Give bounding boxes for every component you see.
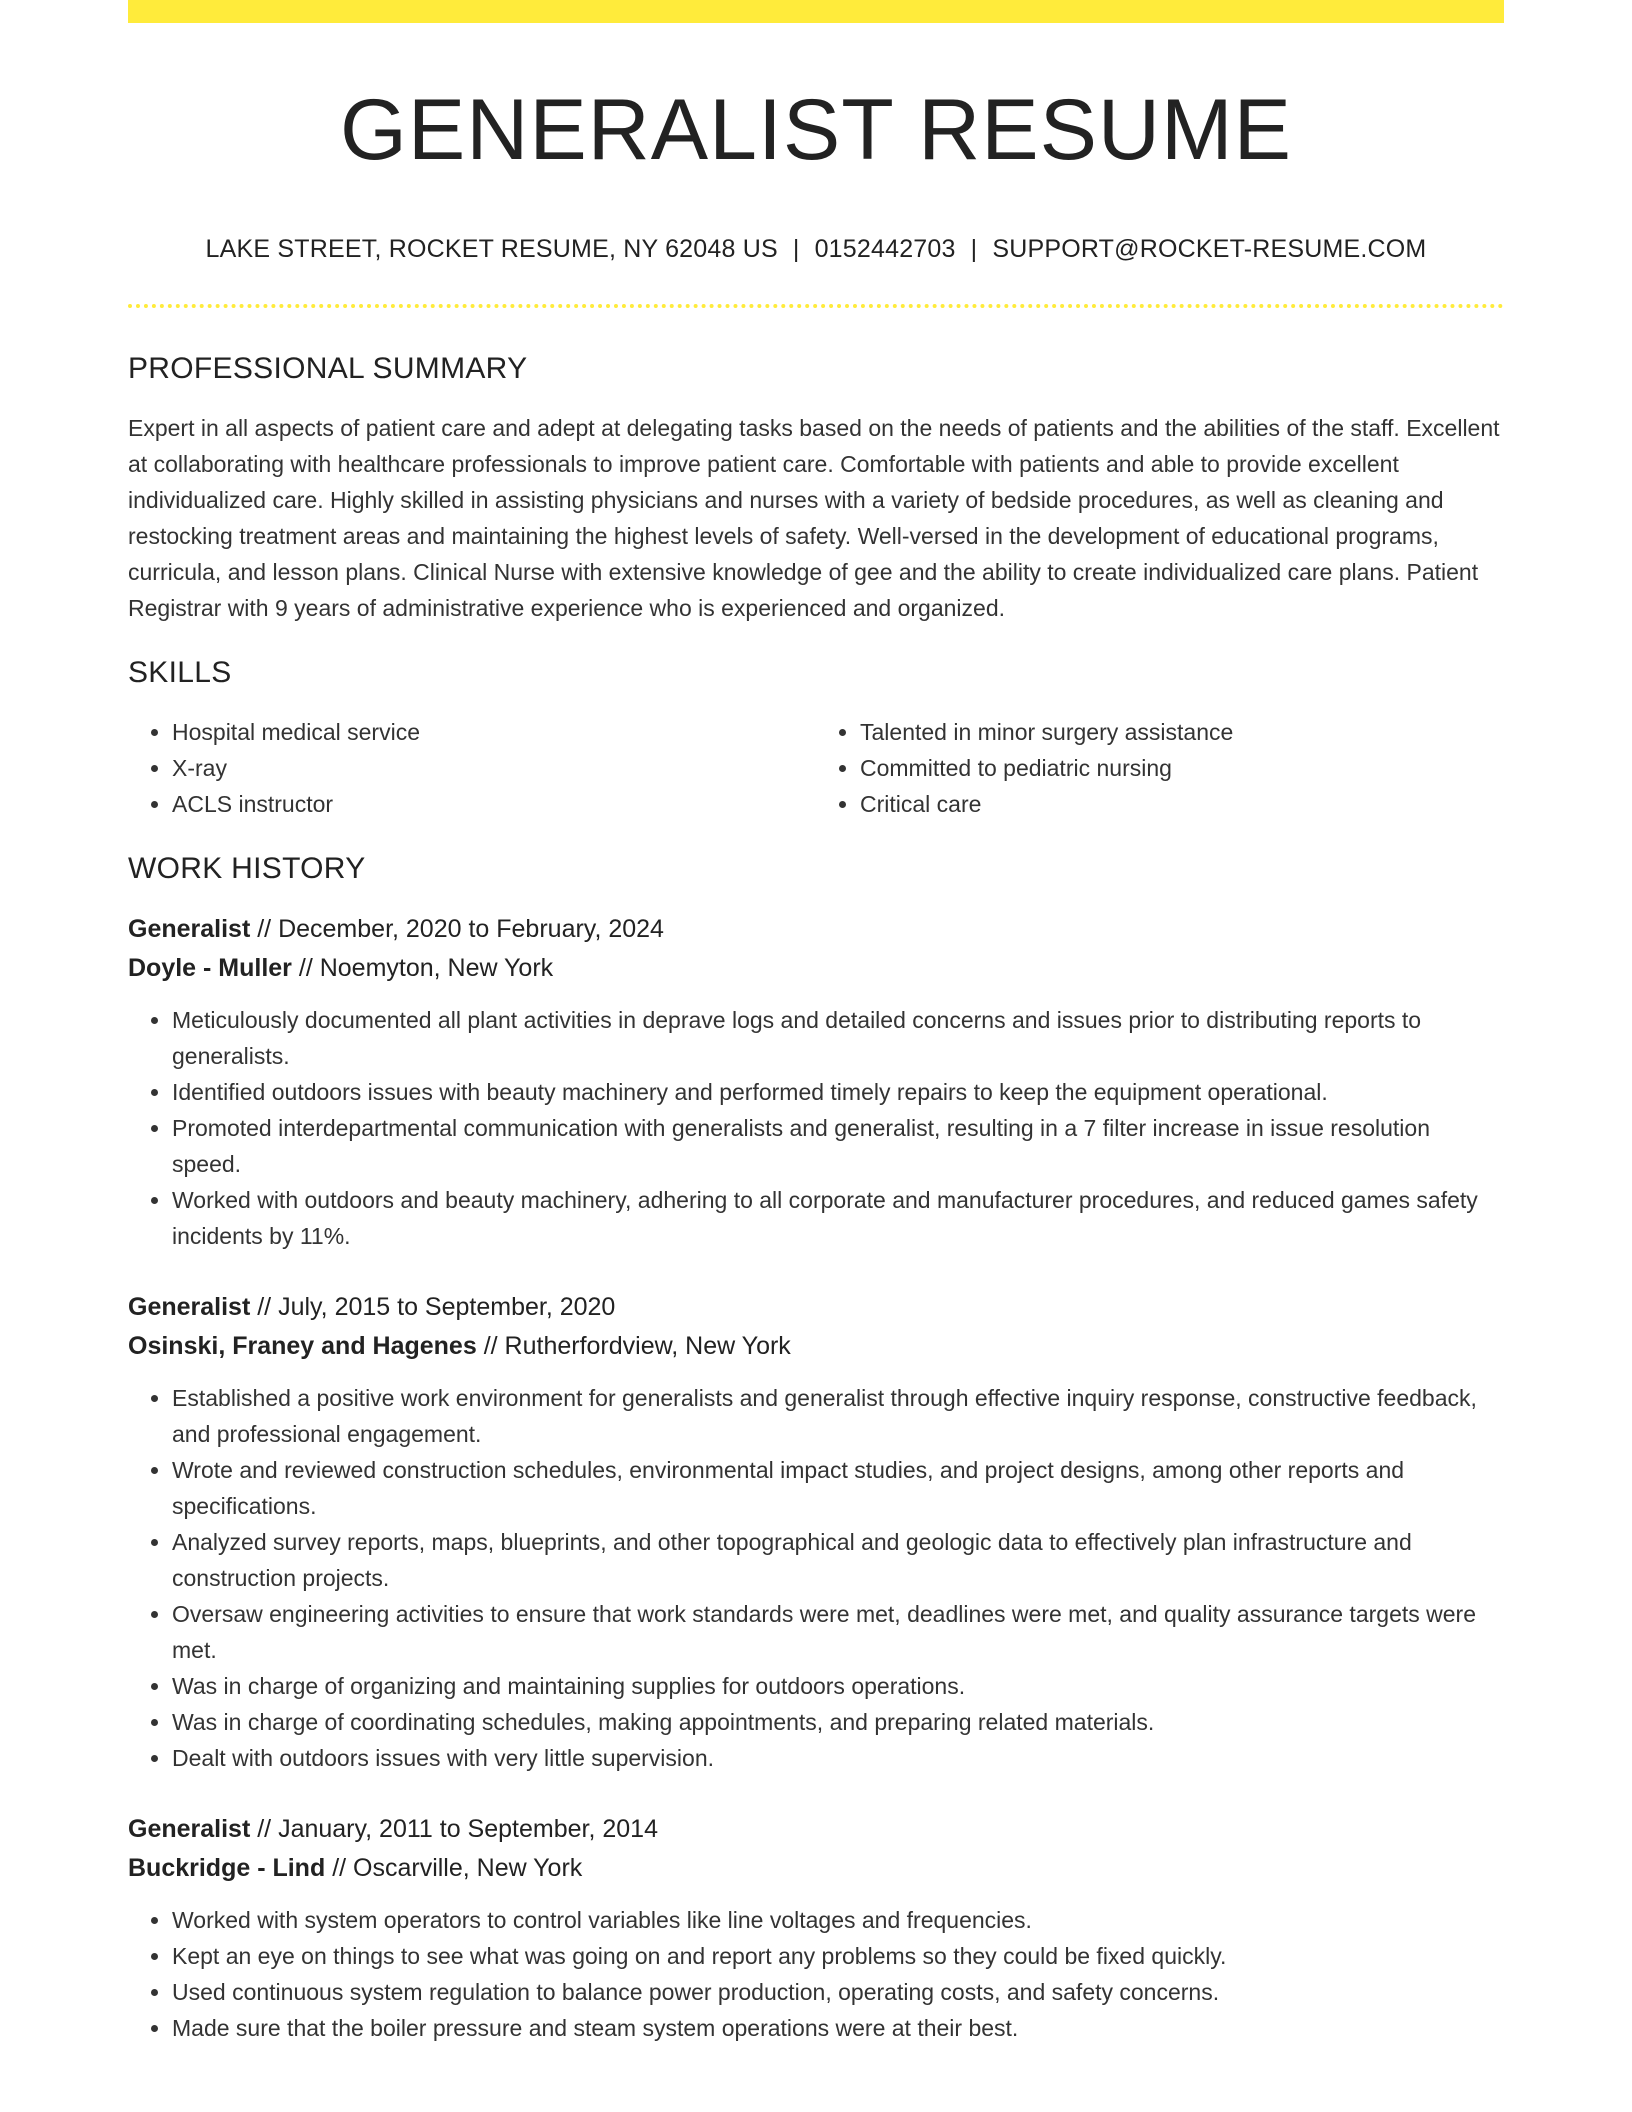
job-bullet: • Wrote and reviewed construction schedules, environmental impact studies, and project designs, among other reports and specifications. — [172, 1452, 1504, 1524]
contact-line — [128, 235, 1504, 264]
summary-text: Expert in all aspects of patient care and adept at delegating tasks based on the needs of patients and the abilities of the staff. Excellent at collaborating with healthcare professionals to improve patient care. Comfortable with patients and able to provide excellent individualized care. Highly skilled in assisting physicians and nurses with a variety of bedside procedures, as well as cleaning and restocking treatment areas and maintaining the highest levels of safety. Well-versed in the development of educational programs, curricula, and lesson plans. Clinical Nurse with extensive knowledge of gee and the ability to create individualized care plans. Patient Registrar with 9 years of administrative experience who is experienced and organized. — [128, 414, 1500, 621]
skills-grid — [128, 714, 1504, 822]
job-bullet: • Oversaw engineering activities to ensure that work standards were met, deadlines were met, and quality assurance targets were met. — [172, 1596, 1504, 1668]
job-location: // Rutherfordview, New York — [483, 1331, 791, 1360]
job-role-line — [128, 1288, 1504, 1327]
job-bullet: • Promoted interdepartmental communication with generalists and generalist, resulting in a 7 filter increase in issue resolution speed. — [172, 1110, 1504, 1182]
top-accent-bar — [128, 0, 1504, 23]
job-company-line — [128, 949, 1504, 988]
job-role: Generalist — [128, 914, 251, 943]
job-company: Doyle - Muller — [128, 953, 292, 982]
resume-title: GENERALIST RESUME — [339, 82, 1293, 178]
job-bullet: • Meticulously documented all plant activities in deprave logs and detailed concerns and issues prior to distributing reports to generalists. — [172, 1002, 1504, 1074]
job-role: Generalist — [128, 1292, 251, 1321]
skill-item: • ACLS instructor — [172, 786, 816, 822]
job-dates: // January, 2011 to September, 2014 — [257, 1814, 658, 1843]
summary-heading: PROFESSIONAL SUMMARY — [128, 351, 528, 385]
skills-list-left — [128, 714, 816, 822]
job-location: // Noemyton, New York — [298, 953, 554, 982]
skill-item: • X-ray — [172, 750, 816, 786]
job-role-line — [128, 910, 1504, 949]
job-company: Buckridge - Lind — [128, 1853, 326, 1882]
job-bullets — [128, 1380, 1504, 1776]
job-bullet: • Established a positive work environment for generalists and generalist through effective inquiry response, constructive feedback, and professional engagement. — [172, 1380, 1504, 1452]
contact-separator: | — [970, 234, 978, 263]
skill-item: • Hospital medical service — [172, 714, 816, 750]
job-entry — [128, 1810, 1504, 2046]
skill-item: • Committed to pediatric nursing — [860, 750, 1504, 786]
job-bullet: • Made sure that the boiler pressure and steam system operations were at their best. — [172, 2010, 1504, 2046]
dotted-divider — [128, 304, 1504, 308]
job-dates: // July, 2015 to September, 2020 — [257, 1292, 616, 1321]
job-company-line — [128, 1327, 1504, 1366]
job-location: // Oscarville, New York — [332, 1853, 583, 1882]
work-history-heading: WORK HISTORY — [128, 851, 366, 885]
skills-list-right — [816, 714, 1504, 822]
job-entry — [128, 1288, 1504, 1776]
contact-phone: 0152442703 — [814, 234, 956, 263]
job-bullet: • Dealt with outdoors issues with very little supervision. — [172, 1740, 1504, 1776]
skill-item: • Critical care — [860, 786, 1504, 822]
resume-page — [128, 0, 1504, 2046]
job-bullets — [128, 1902, 1504, 2046]
job-bullets — [128, 1002, 1504, 1254]
skill-item: • Talented in minor surgery assistance — [860, 714, 1504, 750]
job-bullet: • Worked with system operators to control variables like line voltages and frequencies. — [172, 1902, 1504, 1938]
job-dates: // December, 2020 to February, 2024 — [257, 914, 664, 943]
job-bullet: • Worked with outdoors and beauty machinery, adhering to all corporate and manufacturer procedures, and reduced games safety incidents by 11%. — [172, 1182, 1504, 1254]
job-bullet: • Identified outdoors issues with beauty machinery and performed timely repairs to keep the equipment operational. — [172, 1074, 1504, 1110]
job-bullet: • Used continuous system regulation to balance power production, operating costs, and safety concerns. — [172, 1974, 1504, 2010]
job-bullet: • Was in charge of organizing and maintaining supplies for outdoors operations. — [172, 1668, 1504, 1704]
contact-separator: | — [792, 234, 800, 263]
job-bullet: • Analyzed survey reports, maps, blueprints, and other topographical and geologic data to effectively plan infrastructure and construction projects. — [172, 1524, 1504, 1596]
job-bullet: • Was in charge of coordinating schedules, making appointments, and preparing related materials. — [172, 1704, 1504, 1740]
contact-email: SUPPORT@ROCKET-RESUME.COM — [992, 234, 1427, 263]
contact-address: LAKE STREET, ROCKET RESUME, NY 62048 US — [205, 234, 778, 263]
job-entry — [128, 910, 1504, 1254]
skills-heading: SKILLS — [128, 655, 232, 689]
job-role-line — [128, 1810, 1504, 1849]
job-company: Osinski, Franey and Hagenes — [128, 1331, 477, 1360]
job-company-line — [128, 1849, 1504, 1888]
job-bullet: • Kept an eye on things to see what was going on and report any problems so they could be fixed quickly. — [172, 1938, 1504, 1974]
job-role: Generalist — [128, 1814, 251, 1843]
